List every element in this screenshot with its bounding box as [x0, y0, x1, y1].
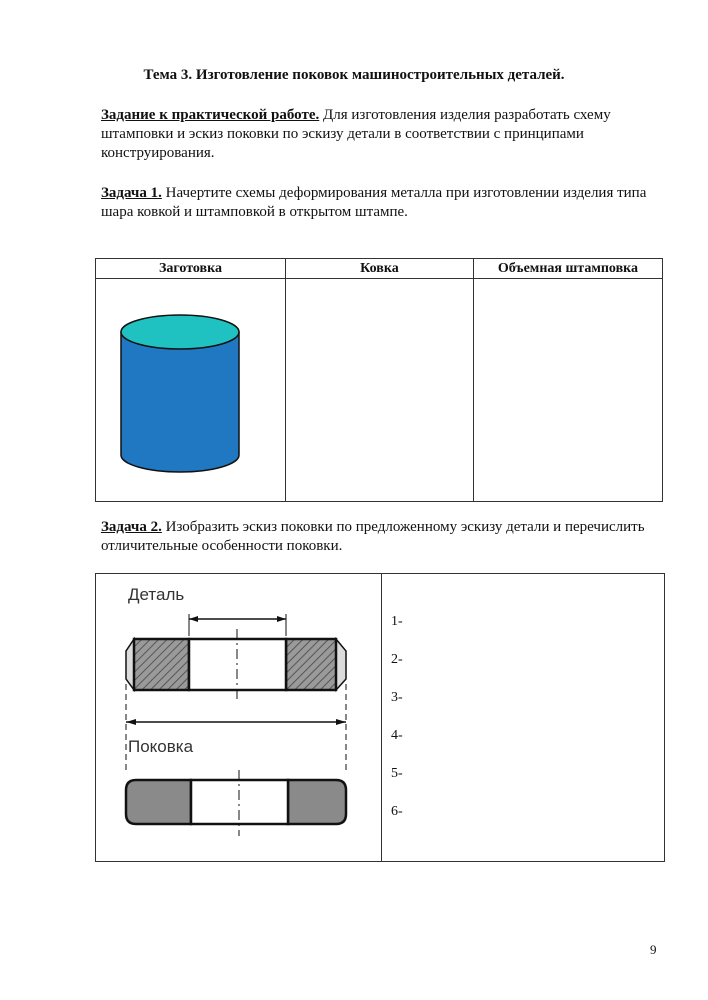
- list-item-2: 2-: [391, 652, 403, 667]
- part-hatched-right: [286, 639, 336, 690]
- label-forging: Поковка: [128, 737, 194, 756]
- task2-text: Изобразить эскиз поковки по предложенному эскизу детали и перечислить отличительные особенности поковки.: [101, 519, 645, 554]
- list-item-1: 1-: [391, 614, 403, 629]
- overall-dim-arrow-left: [126, 719, 136, 725]
- cell-forging[interactable]: [286, 279, 474, 502]
- task1-lead: Задача 1.: [101, 185, 162, 201]
- label-part: Деталь: [128, 585, 185, 604]
- part-hatched-left: [134, 639, 189, 690]
- header-forging: Ковка: [286, 259, 474, 279]
- assignment-paragraph: [101, 106, 661, 163]
- forging-left: [126, 780, 191, 824]
- task2-divider: [381, 574, 382, 861]
- assignment-lead: Задание к практической работе.: [101, 107, 320, 123]
- header-die-forging: Объемная штамповка: [473, 259, 662, 279]
- list-item-4: 4-: [391, 728, 403, 743]
- task1-table: [95, 258, 663, 502]
- list-item-3: 3-: [391, 690, 403, 705]
- cylinder-top: [121, 315, 239, 349]
- part-forging-sketch: [96, 574, 381, 861]
- cell-blank: [96, 279, 286, 502]
- list-item-6: 6-: [391, 804, 403, 819]
- task2-box: [95, 573, 665, 862]
- list-item-5: 5-: [391, 766, 403, 781]
- task2-paragraph: [101, 518, 661, 556]
- cell-die-forging[interactable]: [473, 279, 662, 502]
- part-hole-dim-arrow-right: [277, 616, 286, 622]
- assignment-text: Для изготовления изделия разработать схему штамповки и эскиз поковки по эскизу детали в соответствии с принципами конструирования.: [101, 107, 611, 161]
- overall-dim-arrow-right: [336, 719, 346, 725]
- task1-text: Начертите схемы деформирования металла при изготовлении изделия типа шара ковкой и штамповкой в открытом штампе.: [101, 185, 647, 220]
- page-number: 9: [650, 942, 657, 957]
- forging-right: [288, 780, 346, 824]
- cylinder-drawing: [96, 279, 285, 496]
- part-hole-dim-arrow-left: [189, 616, 198, 622]
- task2-lead: Задача 2.: [101, 519, 162, 535]
- cylinder-body: [121, 332, 239, 472]
- task1-paragraph: [101, 184, 661, 222]
- header-blank: Заготовка: [96, 259, 286, 279]
- page-title: Тема 3. Изготовление поковок машиностроительных деталей.: [143, 67, 565, 83]
- part-chamfer-right: [336, 639, 346, 690]
